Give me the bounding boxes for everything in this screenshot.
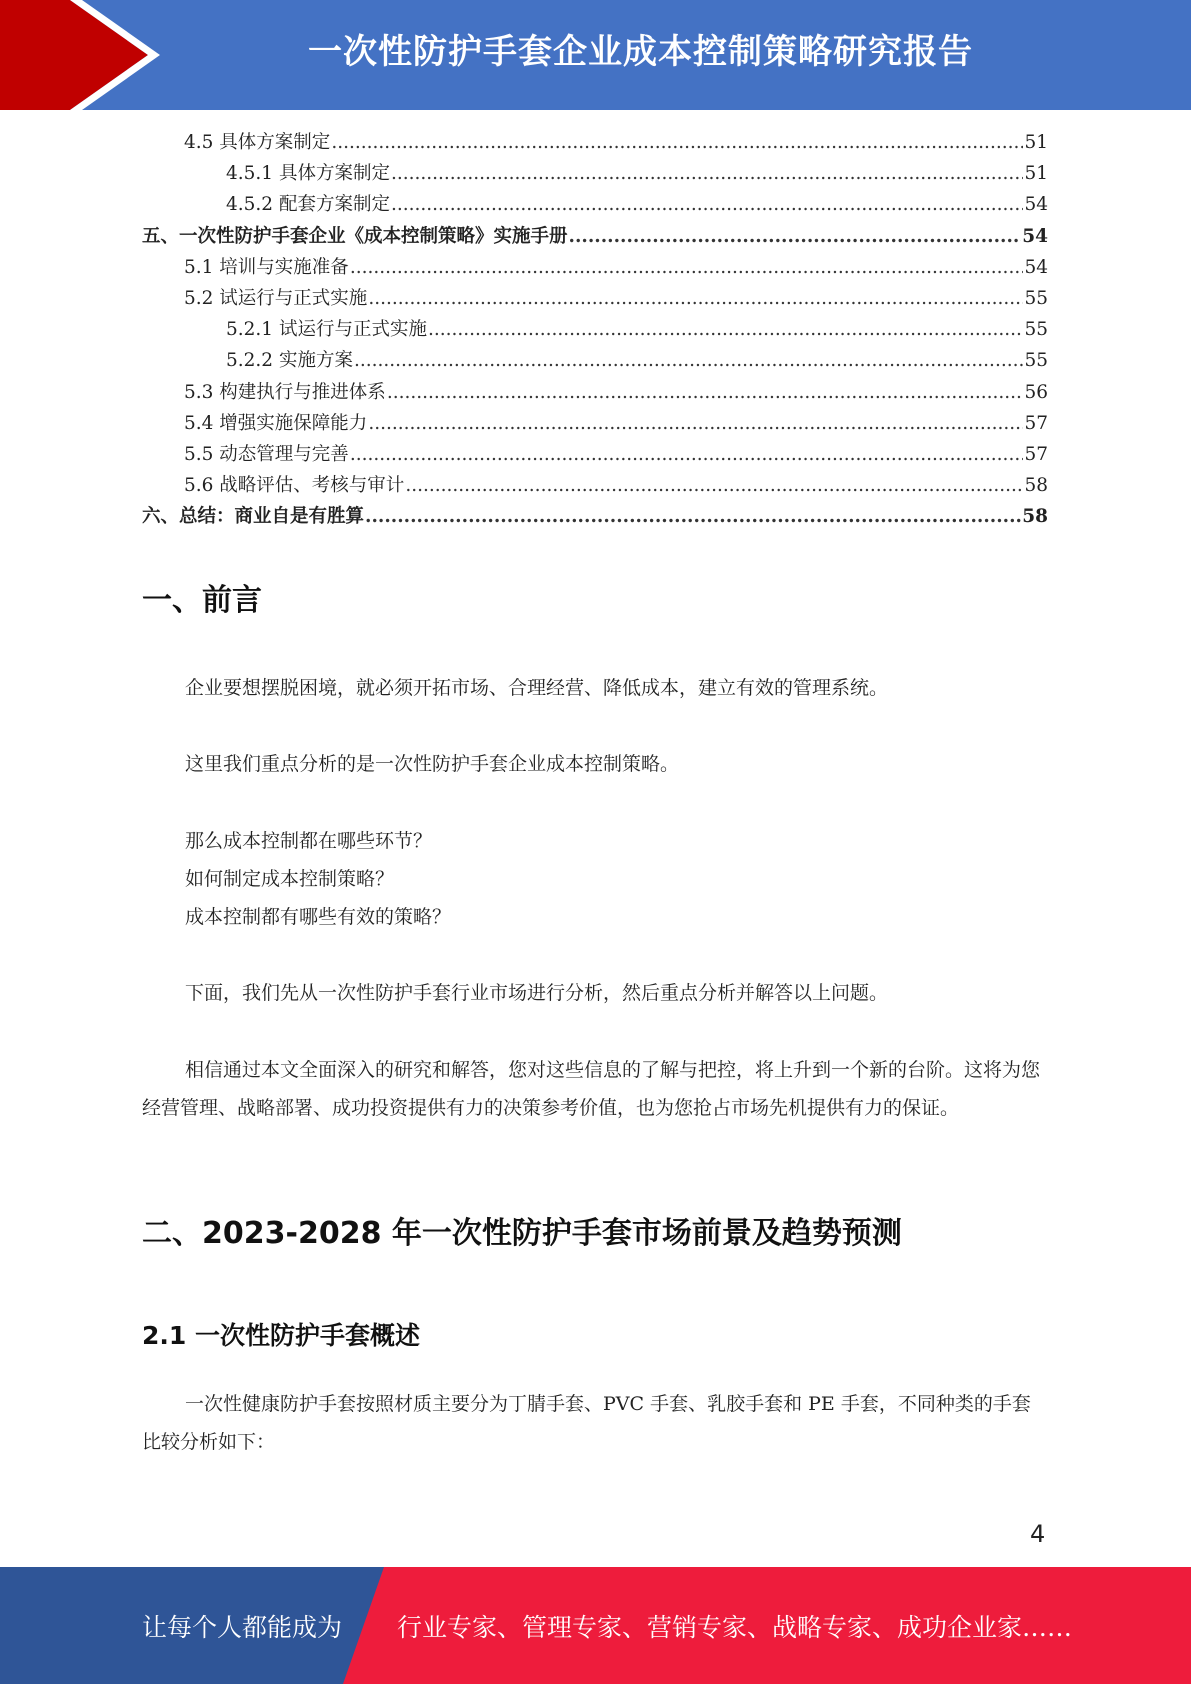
toc-dot-leader [368,413,1023,434]
toc-dot-leader [350,257,1024,278]
toc-entry-page: 57 [1024,412,1048,434]
toc-entry[interactable] [142,222,1048,253]
toc-entry-label: 5.2 试运行与正式实施 [184,287,368,309]
toc-entry[interactable] [142,315,1048,346]
toc-entry[interactable] [142,346,1048,377]
document-title: 一次性防护手套企业成本控制策略研究报告 [308,32,973,72]
footer-slogan-left: 让每个人都能成为 [142,1613,343,1642]
toc-dot-leader [387,382,1024,403]
toc-entry-label: 5.4 增强实施保障能力 [184,412,368,434]
toc-entry-label: 5.5 动态管理与完善 [184,443,349,465]
toc-entry-page: 54 [1024,256,1048,278]
toc-dot-leader [428,319,1023,340]
paragraph: 一次性健康防护手套按照材质主要分为丁腈手套、PVC 手套、乳胶手套和 PE 手套，不同种类的手套比较分析如下： [142,1393,1031,1453]
toc-entry-label: 5.1 培训与实施准备 [184,256,349,278]
toc-entry-page: 51 [1024,163,1048,185]
toc-entry-page: 55 [1024,287,1048,309]
toc-entry[interactable] [142,409,1048,440]
toc-dot-leader [569,226,1022,247]
toc-entry-page: 57 [1024,443,1048,465]
toc-entry-label: 4.5 具体方案制定 [184,132,331,153]
toc-entry-page: 58 [1024,475,1048,497]
toc-entry-label: 4.5.1 具体方案制定 [226,163,390,185]
section-heading-preface: 一、前言 [142,583,262,618]
toc-dot-leader [365,506,1021,527]
toc-entry[interactable] [142,378,1048,409]
toc-entry[interactable] [142,471,1048,502]
toc-dot-leader [391,163,1023,184]
toc-entry-page: 54 [1024,194,1048,216]
toc-entry-page: 51 [1024,132,1048,153]
section-heading-market: 二、2023-2028 年一次性防护手套市场前景及趋势预测 [142,1216,902,1251]
paragraph: 企业要想摆脱困境，就必须开拓市场、合理经营、降低成本，建立有效的管理系统。 [185,677,889,699]
paragraph: 相信通过本文全面深入的研究和解答，您对这些信息的了解与把控，将上升到一个新的台阶。这将为您经营管理、战略部署、成功投资提供有力的决策参考价值，也为您抢占市场先机提供有力的保证。 [142,1059,1041,1119]
toc-entry-label: 五、一次性防护手套企业《成本控制策略》实施手册 [142,225,568,247]
toc-entry-label: 5.3 构建执行与推进体系 [184,381,386,403]
table-of-contents [142,128,1048,533]
toc-entry[interactable] [142,159,1048,190]
toc-entry[interactable] [142,190,1048,221]
toc-entry-page: 55 [1024,350,1048,372]
toc-entry[interactable] [142,253,1048,284]
toc-entry[interactable] [142,440,1048,471]
toc-entry[interactable] [142,128,1048,159]
toc-entry-label: 5.6 战略评估、考核与审计 [184,475,405,497]
toc-entry[interactable] [142,502,1048,533]
toc-dot-leader [391,194,1023,215]
paragraph: 下面，我们先从一次性防护手套行业市场进行分析，然后重点分析并解答以上问题。 [185,982,889,1004]
toc-dot-leader [331,132,1023,153]
question-line: 如何制定成本控制策略？ [185,868,395,890]
toc-dot-leader [350,444,1024,465]
toc-entry-page: 54 [1022,225,1048,247]
toc-entry-label: 5.2.2 实施方案 [226,350,353,372]
toc-entry-label: 4.5.2 配套方案制定 [226,194,390,216]
toc-dot-leader [368,288,1023,309]
subsection-heading: 2.1 一次性防护手套概述 [142,1321,420,1350]
page-header [0,0,1191,110]
toc-entry-label: 5.2.1 试运行与正式实施 [226,319,427,341]
toc-entry-page: 58 [1022,506,1048,528]
footer-slogan-right: 行业专家、管理专家、营销专家、战略专家、成功企业家…… [397,1613,1073,1642]
toc-dot-leader [354,350,1024,371]
toc-entry-page: 56 [1024,381,1048,403]
paragraph: 这里我们重点分析的是一次性防护手套企业成本控制策略。 [185,753,680,775]
toc-entry-label: 六、总结：商业自是有胜算 [142,506,365,528]
question-line: 成本控制都有哪些有效的策略？ [185,906,452,928]
toc-dot-leader [405,475,1023,496]
toc-entry-page: 55 [1024,319,1048,341]
page-number: 4 [1030,1520,1046,1548]
toc-entry[interactable] [142,284,1048,315]
page-footer [0,1567,1191,1684]
question-line: 那么成本控制都在哪些环节？ [185,830,433,852]
